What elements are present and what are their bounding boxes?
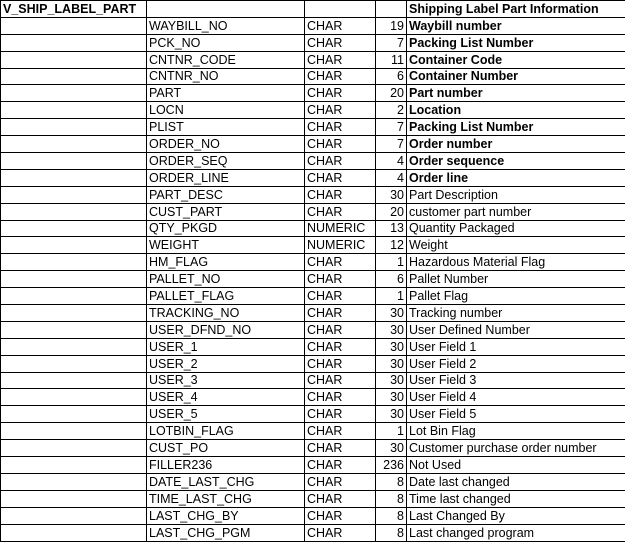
length-cell[interactable]: 13 (376, 220, 407, 237)
field-name-cell[interactable]: USER_5 (147, 406, 305, 423)
field-name-cell[interactable]: ORDER_SEQ (147, 153, 305, 170)
table-row (1, 102, 625, 119)
field-name-cell[interactable]: CUST_PO (147, 440, 305, 457)
field-name-cell[interactable]: ORDER_NO (147, 136, 305, 153)
table-row (1, 423, 625, 440)
blank-table-cell[interactable] (1, 305, 147, 322)
table-row (1, 169, 625, 186)
field-name-cell[interactable]: USER_1 (147, 338, 305, 355)
table-row (1, 237, 625, 254)
blank-table-cell[interactable] (1, 423, 147, 440)
length-cell[interactable]: 7 (376, 136, 407, 153)
field-name-cell[interactable]: PART (147, 85, 305, 102)
field-name-cell[interactable]: CNTNR_CODE (147, 51, 305, 68)
table-row (1, 457, 625, 474)
description-cell[interactable]: Pallet Number (407, 271, 625, 288)
description-cell[interactable]: Last changed program (407, 524, 625, 541)
table-row (1, 85, 625, 102)
data-type-cell[interactable]: CHAR (305, 136, 376, 153)
field-name-cell[interactable]: CUST_PART (147, 203, 305, 220)
table-name-cell[interactable]: V_SHIP_LABEL_PART (1, 1, 147, 18)
data-type-cell[interactable]: CHAR (305, 186, 376, 203)
table-row (1, 136, 625, 153)
blank-table-cell[interactable] (1, 51, 147, 68)
description-cell[interactable]: Order number (407, 136, 625, 153)
table-row (1, 186, 625, 203)
length-cell[interactable]: 19 (376, 17, 407, 34)
length-cell[interactable]: 1 (376, 288, 407, 305)
description-cell[interactable]: User Field 3 (407, 372, 625, 389)
table-row (1, 372, 625, 389)
blank-table-cell[interactable] (1, 203, 147, 220)
description-cell[interactable]: Quantity Packaged (407, 220, 625, 237)
empty-cell[interactable] (305, 1, 376, 18)
data-type-cell[interactable]: CHAR (305, 338, 376, 355)
empty-cell[interactable] (376, 1, 407, 18)
length-cell[interactable]: 6 (376, 271, 407, 288)
table-row (1, 220, 625, 237)
description-cell[interactable]: Tracking number (407, 305, 625, 322)
blank-table-cell[interactable] (1, 288, 147, 305)
length-cell[interactable]: 30 (376, 372, 407, 389)
data-type-cell[interactable]: CHAR (305, 473, 376, 490)
description-cell[interactable]: Part Description (407, 186, 625, 203)
blank-table-cell[interactable] (1, 321, 147, 338)
description-cell[interactable]: customer part number (407, 203, 625, 220)
data-type-cell[interactable]: CHAR (305, 490, 376, 507)
table-row (1, 305, 625, 322)
data-type-cell[interactable]: CHAR (305, 457, 376, 474)
description-cell[interactable]: Part number (407, 85, 625, 102)
length-cell[interactable]: 12 (376, 237, 407, 254)
data-type-cell[interactable]: CHAR (305, 423, 376, 440)
blank-table-cell[interactable] (1, 271, 147, 288)
data-type-cell[interactable]: CHAR (305, 51, 376, 68)
table-row (1, 338, 625, 355)
length-cell[interactable]: 6 (376, 68, 407, 85)
header-row (1, 1, 625, 18)
table-row (1, 389, 625, 406)
blank-table-cell[interactable] (1, 119, 147, 136)
data-type-cell[interactable]: CHAR (305, 203, 376, 220)
data-type-cell[interactable]: CHAR (305, 524, 376, 541)
blank-table-cell[interactable] (1, 153, 147, 170)
description-cell[interactable]: Packing List Number (407, 34, 625, 51)
data-type-cell[interactable]: CHAR (305, 254, 376, 271)
length-cell[interactable]: 1 (376, 254, 407, 271)
table-row (1, 203, 625, 220)
length-cell[interactable]: 8 (376, 507, 407, 524)
blank-table-cell[interactable] (1, 507, 147, 524)
data-type-cell[interactable]: NUMERIC (305, 237, 376, 254)
table-row (1, 68, 625, 85)
field-name-cell[interactable]: HM_FLAG (147, 254, 305, 271)
field-name-cell[interactable]: PCK_NO (147, 34, 305, 51)
blank-table-cell[interactable] (1, 254, 147, 271)
table-row (1, 490, 625, 507)
blank-table-cell[interactable] (1, 389, 147, 406)
blank-table-cell[interactable] (1, 136, 147, 153)
description-cell[interactable]: Lot Bin Flag (407, 423, 625, 440)
field-name-cell[interactable]: FILLER236 (147, 457, 305, 474)
blank-table-cell[interactable] (1, 68, 147, 85)
description-cell[interactable]: Location (407, 102, 625, 119)
blank-table-cell[interactable] (1, 440, 147, 457)
length-cell[interactable]: 30 (376, 338, 407, 355)
blank-table-cell[interactable] (1, 237, 147, 254)
field-name-cell[interactable]: USER_2 (147, 355, 305, 372)
table-body (1, 1, 625, 542)
length-cell[interactable]: 30 (376, 406, 407, 423)
field-name-cell[interactable]: PLIST (147, 119, 305, 136)
blank-table-cell[interactable] (1, 85, 147, 102)
field-name-cell[interactable]: PALLET_FLAG (147, 288, 305, 305)
length-cell[interactable]: 20 (376, 203, 407, 220)
blank-table-cell[interactable] (1, 186, 147, 203)
table-row (1, 51, 625, 68)
data-type-cell[interactable]: CHAR (305, 119, 376, 136)
length-cell[interactable]: 11 (376, 51, 407, 68)
blank-table-cell[interactable] (1, 338, 147, 355)
field-name-cell[interactable]: TRACKING_NO (147, 305, 305, 322)
field-name-cell[interactable]: DATE_LAST_CHG (147, 473, 305, 490)
data-type-cell[interactable]: CHAR (305, 355, 376, 372)
data-type-cell[interactable]: CHAR (305, 372, 376, 389)
field-name-cell[interactable]: WEIGHT (147, 237, 305, 254)
description-cell[interactable]: Customer purchase order number (407, 440, 625, 457)
field-name-cell[interactable]: ORDER_LINE (147, 169, 305, 186)
title-cell[interactable]: Shipping Label Part Information (407, 1, 625, 18)
length-cell[interactable]: 7 (376, 119, 407, 136)
length-cell[interactable]: 30 (376, 321, 407, 338)
length-cell[interactable]: 4 (376, 169, 407, 186)
length-cell[interactable]: 7 (376, 34, 407, 51)
field-name-cell[interactable]: TIME_LAST_CHG (147, 490, 305, 507)
table-row (1, 119, 625, 136)
data-type-cell[interactable]: CHAR (305, 389, 376, 406)
description-cell[interactable]: Date last changed (407, 473, 625, 490)
table-row (1, 507, 625, 524)
blank-table-cell[interactable] (1, 524, 147, 541)
table-row (1, 288, 625, 305)
table-row (1, 254, 625, 271)
length-cell[interactable]: 8 (376, 490, 407, 507)
description-cell[interactable]: Packing List Number (407, 119, 625, 136)
length-cell[interactable]: 30 (376, 440, 407, 457)
field-name-cell[interactable]: LAST_CHG_BY (147, 507, 305, 524)
blank-table-cell[interactable] (1, 220, 147, 237)
data-type-cell[interactable]: CHAR (305, 34, 376, 51)
description-cell[interactable]: User Field 2 (407, 355, 625, 372)
field-name-cell[interactable]: PALLET_NO (147, 271, 305, 288)
data-type-cell[interactable]: CHAR (305, 305, 376, 322)
table-row (1, 524, 625, 541)
field-name-cell[interactable]: LOTBIN_FLAG (147, 423, 305, 440)
length-cell[interactable]: 4 (376, 153, 407, 170)
field-name-cell[interactable]: USER_4 (147, 389, 305, 406)
blank-table-cell[interactable] (1, 17, 147, 34)
length-cell[interactable]: 1 (376, 423, 407, 440)
description-cell[interactable]: Pallet Flag (407, 288, 625, 305)
description-cell[interactable]: Waybill number (407, 17, 625, 34)
data-type-cell[interactable]: CHAR (305, 17, 376, 34)
data-type-cell[interactable]: CHAR (305, 288, 376, 305)
description-cell[interactable]: Time last changed (407, 490, 625, 507)
description-cell[interactable]: Order line (407, 169, 625, 186)
table-row (1, 271, 625, 288)
table-row (1, 406, 625, 423)
field-name-cell[interactable]: CNTNR_NO (147, 68, 305, 85)
description-cell[interactable]: Container Code (407, 51, 625, 68)
field-name-cell[interactable]: QTY_PKGD (147, 220, 305, 237)
table-row (1, 440, 625, 457)
description-cell[interactable]: Not Used (407, 457, 625, 474)
description-cell[interactable]: Container Number (407, 68, 625, 85)
blank-table-cell[interactable] (1, 102, 147, 119)
length-cell[interactable]: 30 (376, 355, 407, 372)
field-name-cell[interactable]: USER_3 (147, 372, 305, 389)
table-row (1, 355, 625, 372)
length-cell[interactable]: 30 (376, 389, 407, 406)
field-name-cell[interactable]: LOCN (147, 102, 305, 119)
field-name-cell[interactable]: USER_DFND_NO (147, 321, 305, 338)
blank-table-cell[interactable] (1, 169, 147, 186)
data-type-cell[interactable]: CHAR (305, 406, 376, 423)
data-type-cell[interactable]: CHAR (305, 507, 376, 524)
blank-table-cell[interactable] (1, 372, 147, 389)
table-row (1, 34, 625, 51)
data-type-cell[interactable]: CHAR (305, 68, 376, 85)
length-cell[interactable]: 30 (376, 186, 407, 203)
description-cell[interactable]: User Field 5 (407, 406, 625, 423)
data-type-cell[interactable]: CHAR (305, 440, 376, 457)
description-cell[interactable]: Weight (407, 237, 625, 254)
table-row (1, 153, 625, 170)
data-type-cell[interactable]: CHAR (305, 85, 376, 102)
description-cell[interactable]: User Defined Number (407, 321, 625, 338)
length-cell[interactable]: 236 (376, 457, 407, 474)
length-cell[interactable]: 8 (376, 473, 407, 490)
description-cell[interactable]: Hazardous Material Flag (407, 254, 625, 271)
length-cell[interactable]: 8 (376, 524, 407, 541)
length-cell[interactable]: 30 (376, 305, 407, 322)
data-type-cell[interactable]: CHAR (305, 153, 376, 170)
table-row (1, 321, 625, 338)
blank-table-cell[interactable] (1, 34, 147, 51)
data-type-cell[interactable]: CHAR (305, 271, 376, 288)
empty-cell[interactable] (147, 1, 305, 18)
blank-table-cell[interactable] (1, 355, 147, 372)
description-cell[interactable]: Last Changed By (407, 507, 625, 524)
data-type-cell[interactable]: CHAR (305, 321, 376, 338)
description-cell[interactable]: Order sequence (407, 153, 625, 170)
blank-table-cell[interactable] (1, 406, 147, 423)
blank-table-cell[interactable] (1, 490, 147, 507)
length-cell[interactable]: 2 (376, 102, 407, 119)
length-cell[interactable]: 20 (376, 85, 407, 102)
table-row (1, 473, 625, 490)
blank-table-cell[interactable] (1, 473, 147, 490)
table-row (1, 17, 625, 34)
data-type-cell[interactable]: CHAR (305, 102, 376, 119)
field-name-cell[interactable]: WAYBILL_NO (147, 17, 305, 34)
field-name-cell[interactable]: PART_DESC (147, 186, 305, 203)
data-type-cell[interactable]: NUMERIC (305, 220, 376, 237)
description-cell[interactable]: User Field 4 (407, 389, 625, 406)
data-type-cell[interactable]: CHAR (305, 169, 376, 186)
description-cell[interactable]: User Field 1 (407, 338, 625, 355)
field-name-cell[interactable]: LAST_CHG_PGM (147, 524, 305, 541)
blank-table-cell[interactable] (1, 457, 147, 474)
